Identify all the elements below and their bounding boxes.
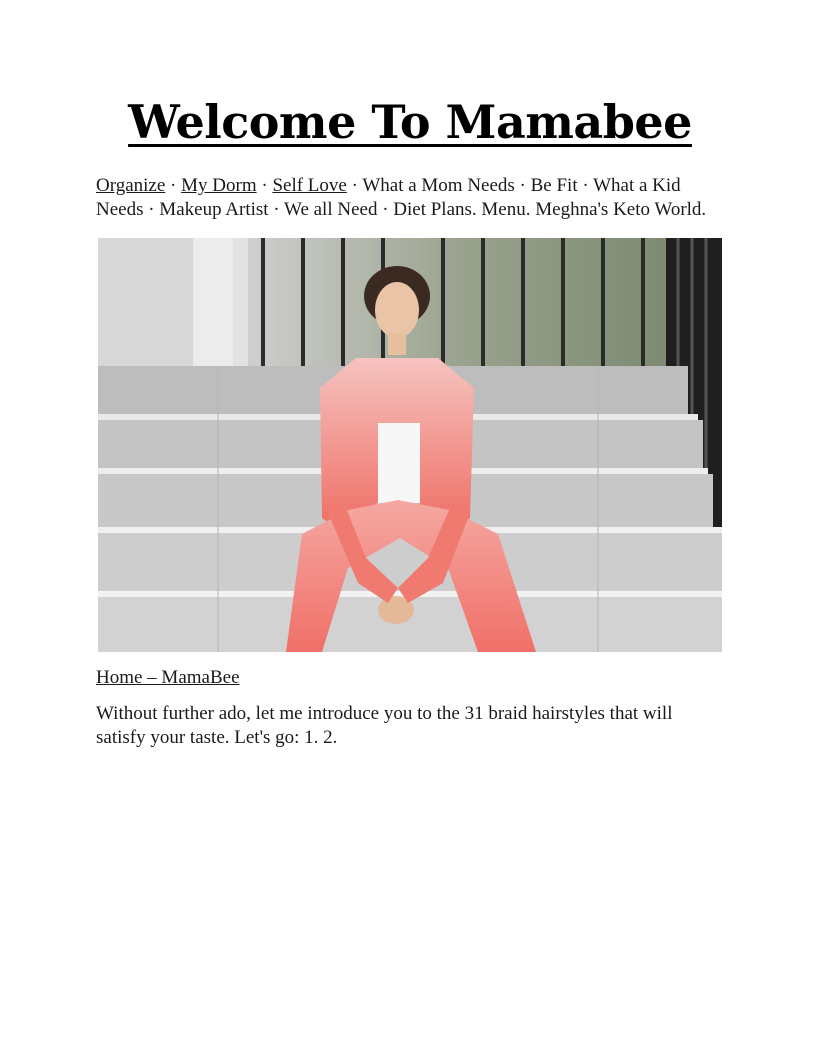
home-link[interactable]: Home – MamaBee (96, 667, 240, 688)
intro-paragraph: Without further ado, let me introduce you to the 31 braid hairstyles that will satisfy your taste. Let's go: 1. 2. (96, 703, 673, 748)
category-nav (96, 174, 724, 222)
page-title: Welcome To Mamabee (128, 95, 692, 149)
nav-link-my-dorm[interactable]: My Dorm (181, 175, 257, 196)
nav-link-self-love[interactable]: Self Love (272, 175, 347, 196)
hero-photo (98, 238, 722, 652)
nav-separator: · (256, 175, 273, 196)
nav-separator: · (165, 175, 182, 196)
nav-link-organize[interactable]: Organize (96, 175, 166, 196)
document-page (96, 92, 724, 750)
nav-rest-text: · What a Mom Needs · Be Fit · What a Kid Needs · Makeup Artist · We all Need · Diet Plans. Menu. Meghna's Keto World. (96, 175, 707, 220)
